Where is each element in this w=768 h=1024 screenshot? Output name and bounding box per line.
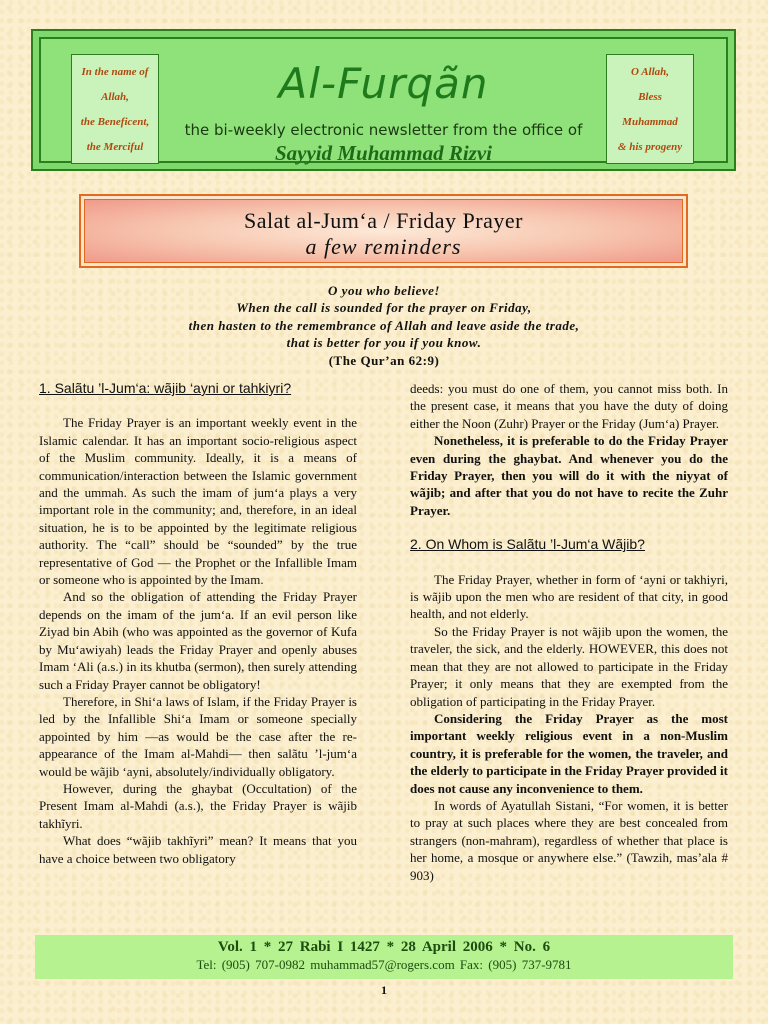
section-1-heading: 1. Salãtu ’l-Jum‘a: wãjib ‘ayni or tahkiyri? — [39, 380, 292, 396]
section-2-bold-paragraph: Considering the Friday Prayer as the most important weekly religious event in a non-Muslim country, it is preferable for the women, the traveler, and the elderly to participate in the Friday Prayer provided it does not cause any inconvenience to them. — [410, 710, 728, 796]
section-1-paragraph-3: Therefore, in Shi‘a laws of Islam, if the Friday Prayer is led by the Infallible Shi‘a Imam or someone specially appointed by him —as would be the case after the re-appearance of the Imam al-Mahdi— then salãtu ’l-jum‘a would be wãjib ‘ayni, absolutely/individually obligatory. — [39, 693, 357, 779]
section-1-bold-paragraph: Nonetheless, it is preferable to do the Friday Prayer even during the ghaybat. And whenever you do the Friday Prayer, then you will do it with the niyyat of wãjib; and after that you do not have to recite the Zuhr Prayer. — [410, 433, 728, 518]
salawat-line-3: Muhammad — [622, 115, 678, 128]
newsletter-title: Al-Furqãn — [278, 59, 489, 108]
salawat-line-4: & his progeny — [617, 140, 683, 153]
left-column — [39, 380, 357, 867]
basmala-line-2: Allah, — [101, 90, 129, 103]
verse-reference: (The Qur’an 62:9) — [328, 352, 440, 368]
section-1-paragraph-1: The Friday Prayer is an important weekly event in the Islamic calendar. It has an important socio-religious aspect of the Muslim community. Ideally, it is a means of communication/interaction between the Islamic government and the ummah. As such the imam of jum‘a plays a very important role in the community; and, therefore, in an ideal situation, he is to be appointed by the legitimate religious authority. The “call” should be “sounded” by the true representative of God — the Prophet or the Infallible Imam or someone who is appointed by the Imam. — [39, 415, 357, 588]
section-2-paragraph-2: So the Friday Prayer is not wãjib upon the women, the traveler, the sick, and the elderly. HOWEVER, this does not mean that they are not allowed to participate in the Friday Prayer; it only means that they are exempted from the obligation of participating in the Friday Prayer. — [410, 623, 728, 709]
footer-bar — [35, 935, 733, 979]
section-2-paragraph-1: The Friday Prayer, whether in form of ‘ayni or takhiyri, is wãjib upon the men who are resident of that city, in good health, and not elderly. — [410, 571, 728, 622]
verse-line-2: When the call is sounded for the prayer on Friday, — [236, 300, 532, 316]
verse-line-1: O you who believe! — [328, 283, 440, 298]
contact-info: Tel: (905) 707-0982 muhammad57@rogers.com Fax: (905) 737-9781 — [196, 957, 572, 972]
article-title-inner — [84, 199, 683, 263]
section-2-paragraph-3: In words of Ayatullah Sistani, “For women, it is better to pray at such places where they are best concealed from strangers (non-mahram), regardless of whether that place is her home, a mosque or anywhere else.” (Tawzih, mas’ala # 903) — [410, 797, 728, 883]
author-name: Sayyid Muhammad Rizvi — [274, 141, 493, 165]
section-1-continuation: deeds: you must do one of them, you cannot miss both. In the present case, it means that you have the duty of doing either the Noon (Zuhr) Prayer or the Friday (Jum‘a) Prayer. — [410, 381, 728, 431]
newsletter-subtitle: the bi-weekly electronic newsletter from the office of — [184, 121, 583, 139]
salawat-line-2: Bless — [638, 90, 662, 103]
masthead-inner-frame — [39, 37, 728, 163]
page-number: 1 — [381, 983, 387, 997]
salawat-line-1: O Allah, — [630, 65, 670, 78]
verse-line-4: that is better for you if you know. — [286, 335, 482, 351]
section-1-paragraph-4: However, during the ghaybat (Occultation) of the Present Imam al-Mahdi (a.s.), the Friday Prayer is wãjib takhĩyri. — [39, 780, 357, 831]
masthead — [31, 29, 736, 171]
section-1-paragraph-2: And so the obligation of attending the Friday Prayer depends on the imam of the jum‘a. If an evil person like Ziyad bin Abih (who was appointed as the governor of Kufa by Mu‘awiyah) leads the Friday Prayer and openly abuses Imam ‘Ali (a.s.) in its khutba (sermon), then surely attending such a Friday Prayer cannot be obligatory! — [39, 589, 357, 692]
right-column — [410, 380, 728, 884]
basmala-line-3: the Beneficent, — [80, 115, 150, 128]
salawat-box — [606, 54, 694, 164]
issue-info: Vol. 1 * 27 Rabi I 1427 * 28 April 2006 * No. 6 — [217, 939, 551, 955]
article-subtitle: a few reminders — [305, 234, 462, 259]
section-2-heading: 2. On Whom is Salãtu ’l-Jum‘a Wãjib? — [410, 536, 645, 553]
section-1-paragraph-5: What does “wãjib takhĩyri” mean? It means that you have a choice between two obligatory — [39, 833, 357, 866]
basmala-line-1: In the name of — [81, 65, 149, 78]
quran-verse — [0, 282, 768, 369]
basmala-line-4: the Merciful — [86, 140, 144, 153]
verse-line-3: then hasten to the remembrance of Allah and leave aside the trade, — [188, 317, 580, 333]
article-title-box — [79, 194, 688, 268]
article-title: Salat al-Jum‘a / Friday Prayer — [244, 208, 523, 233]
